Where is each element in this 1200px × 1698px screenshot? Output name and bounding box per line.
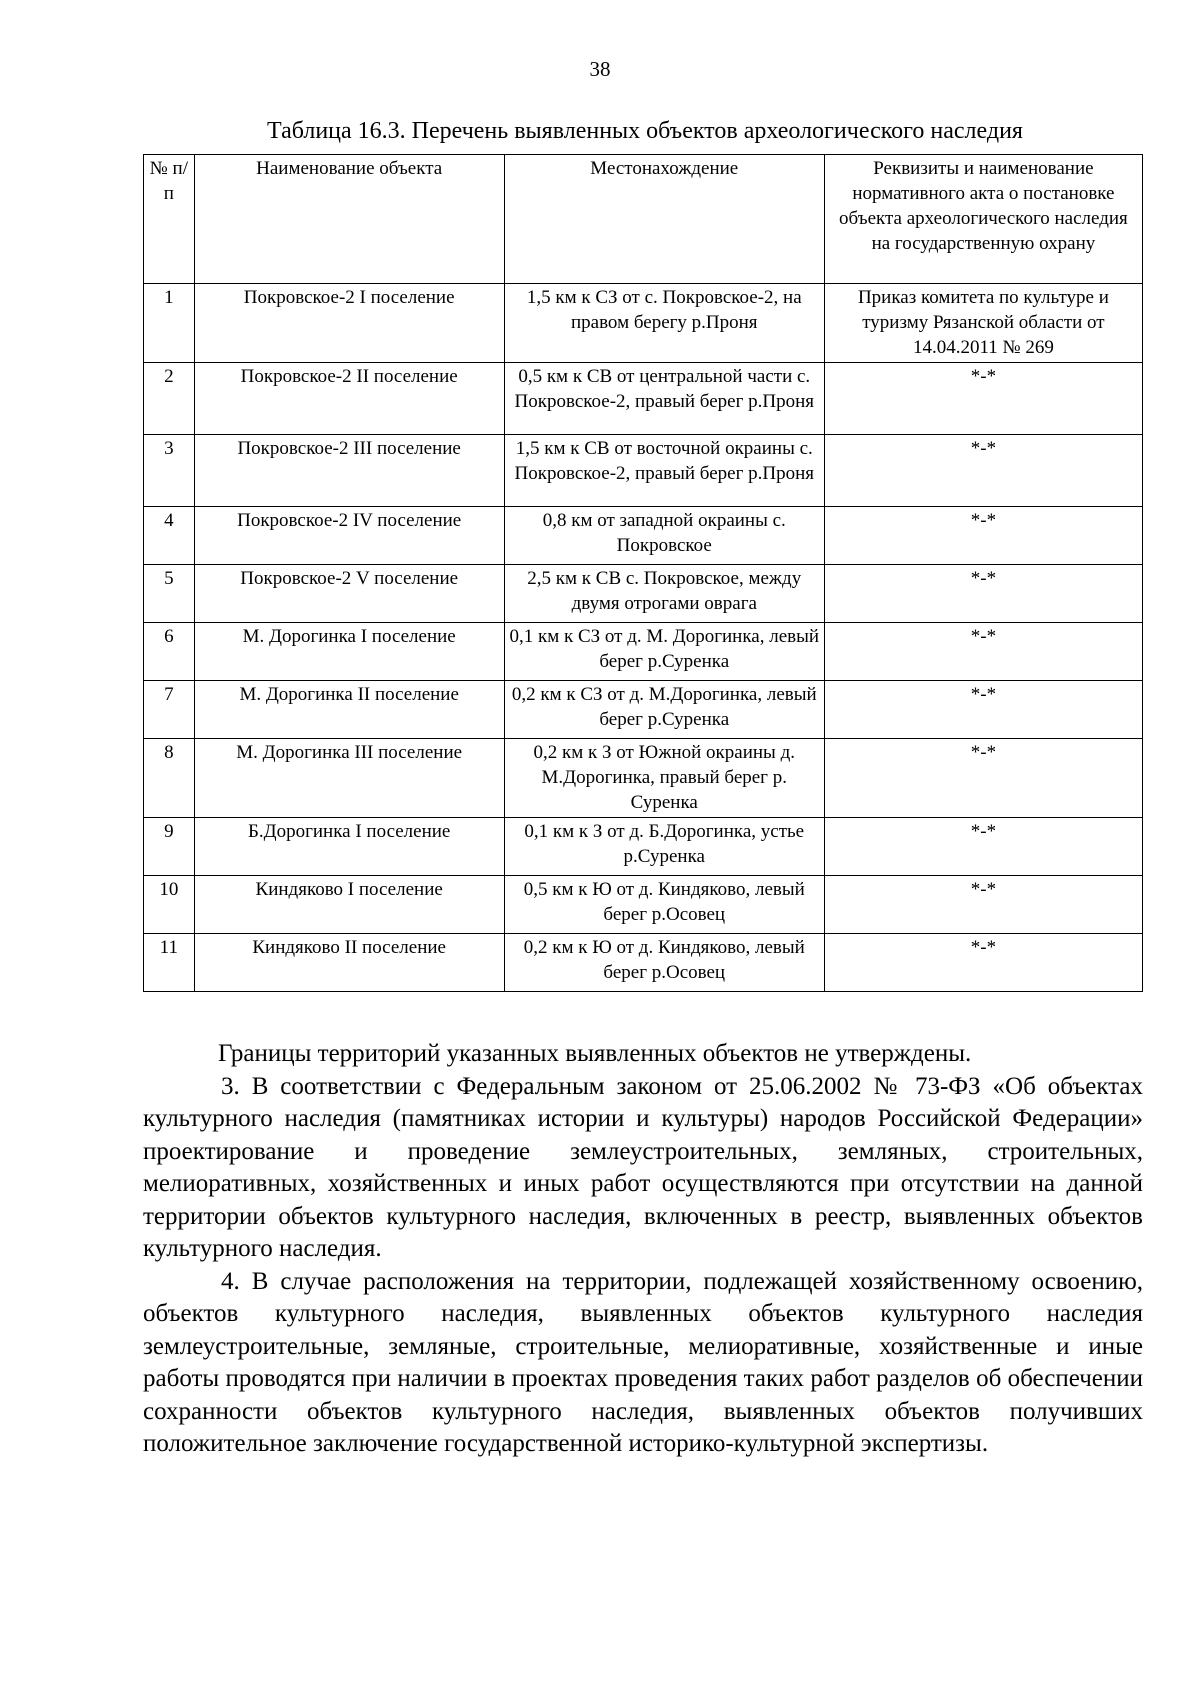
cell-num: 6 bbox=[144, 623, 195, 681]
cell-act: *-* bbox=[824, 623, 1142, 681]
header-num: № п/п bbox=[144, 155, 195, 284]
cell-location: 0,1 км к З от д. Б.Дорогинка, устье р.Суренка bbox=[504, 818, 824, 876]
header-name: Наименование объекта bbox=[194, 155, 504, 284]
table-row bbox=[144, 739, 1143, 818]
cell-location: 2,5 км к СВ с. Покровское, между двумя отрогами оврага bbox=[504, 565, 824, 623]
header-location: Местонахождение bbox=[504, 155, 824, 284]
cell-name: М. Дорогинка III поселение bbox=[194, 739, 504, 818]
cell-name: Покровское-2 II поселение bbox=[194, 363, 504, 435]
paragraph-4: 4. В случае расположения на территории, подлежащей хозяйственному освоению, объектов культурного наследия, выявленных объектов культурного наследия землеустроительные, земляные, строительные, мелиоративные, хозяйственные и иные работы проводятся при наличии в проектах проведения таких работ разделов об обеспечении сохранности объектов культурного наследия, выявленных объектов получивших положительное заключение государственной историко-культурной экспертизы. bbox=[143, 1267, 1143, 1457]
table-row bbox=[144, 363, 1143, 435]
cell-name: Киндяково II поселение bbox=[194, 934, 504, 992]
heritage-table bbox=[143, 154, 1143, 992]
cell-num: 11 bbox=[144, 934, 195, 992]
cell-num: 8 bbox=[144, 739, 195, 818]
table-row bbox=[144, 284, 1143, 363]
cell-act: *-* bbox=[824, 565, 1142, 623]
cell-num: 2 bbox=[144, 363, 195, 435]
cell-name: Покровское-2 I поселение bbox=[194, 284, 504, 363]
cell-location: 0,8 км от западной окраины с. Покровское bbox=[504, 507, 824, 565]
cell-act: *-* bbox=[824, 818, 1142, 876]
table-caption: Таблица 16.3. Перечень выявленных объектов археологического наследия bbox=[267, 118, 1023, 144]
cell-num: 1 bbox=[144, 284, 195, 363]
cell-name: М. Дорогинка I поселение bbox=[194, 623, 504, 681]
cell-location: 0,5 км к СВ от центральной части с. Покровское-2, правый берег р.Проня bbox=[504, 363, 824, 435]
cell-location: 1,5 км к СВ от восточной окраины с. Покровское-2, правый берег р.Проня bbox=[504, 435, 824, 507]
cell-name: Покровское-2 V поселение bbox=[194, 565, 504, 623]
cell-location: 0,1 км к СЗ от д. М. Дорогинка, левый берег р.Суренка bbox=[504, 623, 824, 681]
cell-location: 1,5 км к СЗ от с. Покровское-2, на правом берегу р.Проня bbox=[504, 284, 824, 363]
cell-act: *-* bbox=[824, 934, 1142, 992]
cell-num: 10 bbox=[144, 876, 195, 934]
table-row bbox=[144, 565, 1143, 623]
header-act: Реквизиты и наименование нормативного акта о постановке объекта археологического наследия на государственную охрану bbox=[824, 155, 1142, 284]
cell-location: 0,2 км к З от Южной окраины д. М.Дорогинка, правый берег р. Суренка bbox=[504, 739, 824, 818]
table-row bbox=[144, 876, 1143, 934]
table-header-row bbox=[144, 155, 1143, 284]
cell-num: 9 bbox=[144, 818, 195, 876]
table-row bbox=[144, 507, 1143, 565]
cell-location: 0,5 км к Ю от д. Киндяково, левый берег р.Осовец bbox=[504, 876, 824, 934]
table-row bbox=[144, 623, 1143, 681]
cell-act: *-* bbox=[824, 363, 1142, 435]
cell-act: *-* bbox=[824, 435, 1142, 507]
table-body bbox=[144, 284, 1143, 992]
cell-act: *-* bbox=[824, 876, 1142, 934]
cell-location: 0,2 км к СЗ от д. М.Дорогинка, левый берег р.Суренка bbox=[504, 681, 824, 739]
cell-name: Покровское-2 III поселение bbox=[194, 435, 504, 507]
cell-act: *-* bbox=[824, 739, 1142, 818]
paragraph-boundaries: Границы территорий указанных выявленных объектов не утверждены. bbox=[218, 1040, 972, 1067]
cell-num: 5 bbox=[144, 565, 195, 623]
cell-name: Б.Дорогинка I поселение bbox=[194, 818, 504, 876]
table-row bbox=[144, 818, 1143, 876]
page-number: 38 bbox=[589, 57, 611, 81]
cell-name: Киндяково I поселение bbox=[194, 876, 504, 934]
cell-num: 7 bbox=[144, 681, 195, 739]
paragraph-3: 3. В соответствии с Федеральным законом от 25.06.2002 № 73-ФЗ «Об объектах культурного наследия (памятниках истории и культуры) народов Российской Федерации» проектирование и проведение землеустроительных, земляных, строительных, мелиоративных, хозяйственных и иных работ осуществляются при отсутствии на данной территории объектов культурного наследия, включенных в реестр, выявленных объектов культурного наследия. bbox=[143, 1072, 1143, 1262]
cell-num: 4 bbox=[144, 507, 195, 565]
cell-act: Приказ комитета по культуре и туризму Рязанской области от 14.04.2011 № 269 bbox=[824, 284, 1142, 363]
cell-location: 0,2 км к Ю от д. Киндяково, левый берег р.Осовец bbox=[504, 934, 824, 992]
table-row bbox=[144, 435, 1143, 507]
cell-num: 3 bbox=[144, 435, 195, 507]
table-row bbox=[144, 681, 1143, 739]
body-text bbox=[143, 1038, 1143, 1461]
cell-name: Покровское-2 IV поселение bbox=[194, 507, 504, 565]
cell-act: *-* bbox=[824, 507, 1142, 565]
cell-act: *-* bbox=[824, 681, 1142, 739]
table-row bbox=[144, 934, 1143, 992]
cell-name: М. Дорогинка II поселение bbox=[194, 681, 504, 739]
